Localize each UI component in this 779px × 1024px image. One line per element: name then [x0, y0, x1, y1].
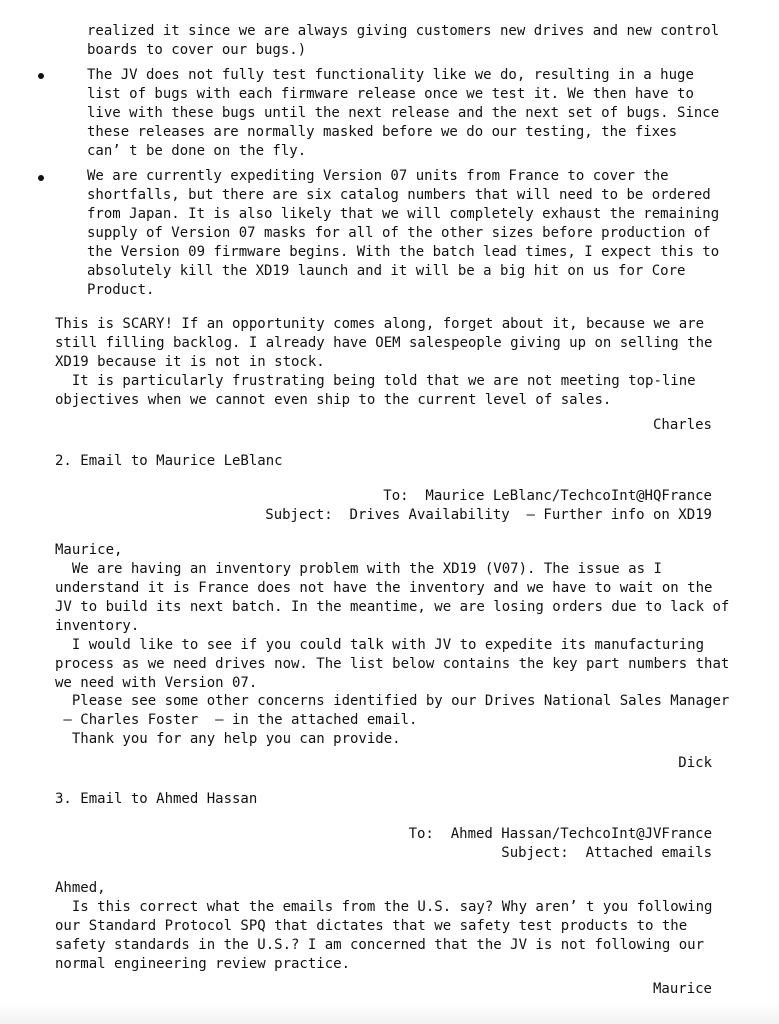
- bullet-3-line: from Japan. It is also likely that we will completely exhaust the remaining: [87, 206, 720, 222]
- email-body-line: – Charles Foster – in the attached email.: [55, 712, 418, 728]
- email-body-line: safety standards in the U.S.? I am concerned that the JV is not following our: [55, 937, 705, 953]
- closing-paragraph-line: objectives when we cannot even ship to the current level of sales.: [55, 392, 612, 408]
- email-body-line: Thank you for any help you can provide.: [55, 731, 401, 747]
- email-to-line: To: Ahmed Hassan/TechcoInt@JVFrance: [408, 826, 712, 842]
- signature-maurice: Maurice: [652, 981, 712, 997]
- email-body-line: our Standard Protocol SPQ that dictates that we safety test products to the: [55, 918, 688, 934]
- bullet-2-line: these releases are normally masked before we do our testing, the fixes: [87, 124, 678, 140]
- email-body-line: We are having an inventory problem with the XD19 (V07). The issue as I: [55, 561, 662, 577]
- email-body-line: inventory.: [55, 618, 140, 634]
- email-body-line: understand it is France does not have the inventory and we have to wait on the: [55, 580, 713, 596]
- closing-paragraph-line: still filling backlog. I already have OEM salespeople giving up on selling the: [55, 335, 713, 351]
- email-to-line: To: Maurice LeBlanc/TechcoInt@HQFrance: [383, 488, 712, 504]
- email-body-line: Please see some other concerns identified by our Drives National Sales Manager: [55, 693, 730, 709]
- bullet-3-line: absolutely kill the XD19 launch and it will be a big hit on us for Core: [87, 263, 686, 279]
- email-body-line: Is this correct what the emails from the U.S. say? Why aren’ t you following: [55, 899, 713, 915]
- closing-paragraph-line: It is particularly frustrating being told that we are not meeting top-line: [55, 373, 696, 389]
- email-greeting: Maurice,: [55, 542, 123, 558]
- closing-paragraph-line: This is SCARY! If an opportunity comes along, forget about it, because we are: [55, 316, 705, 332]
- signature-charles: Charles: [652, 417, 712, 433]
- email-subject-line: Subject: Drives Availability – Further info on XD19: [265, 507, 712, 523]
- page-bottom-shade: [0, 1004, 779, 1024]
- bullet-dot: [38, 175, 44, 181]
- bullet-2-line: list of bugs with each firmware release once we test it. We then have to: [87, 86, 694, 102]
- bullet-1-line: boards to cover our bugs.): [87, 42, 307, 58]
- bullet-dot: [38, 73, 44, 79]
- email-body-line: JV to build its next batch. In the meantime, we are losing orders due to lack of: [55, 599, 730, 615]
- bullet-3-line: the Version 09 firmware begins. With the batch lead times, I expect this to: [87, 244, 720, 260]
- bullet-3-line: We are currently expediting Version 07 units from France to cover the: [87, 168, 669, 184]
- email-subject-line: Subject: Attached emails: [501, 845, 712, 861]
- bullet-2-line: live with these bugs until the next release and the next set of bugs. Since: [87, 105, 720, 121]
- section-2-heading: 2. Email to Maurice LeBlanc: [55, 453, 283, 469]
- bullet-1-line: realized it since we are always giving customers new drives and new control: [87, 23, 720, 39]
- bullet-3-line: shortfalls, but there are six catalog numbers that will need to be ordered: [87, 187, 711, 203]
- signature-dick: Dick: [678, 755, 712, 771]
- email-body-line: process as we need drives now. The list below contains the key part numbers that: [55, 656, 730, 672]
- email-body-line: we need with Version 07.: [55, 675, 258, 691]
- email-body-line: I would like to see if you could talk with JV to expedite its manufacturing: [55, 637, 705, 653]
- bullet-2-line: The JV does not fully test functionality like we do, resulting in a huge: [87, 67, 694, 83]
- bullet-2-line: can’ t be done on the fly.: [87, 143, 307, 159]
- closing-paragraph-line: XD19 because it is not in stock.: [55, 354, 325, 370]
- email-body-line: normal engineering review practice.: [55, 956, 351, 972]
- bullet-3-line: Product.: [87, 282, 155, 298]
- bullet-3-line: supply of Version 07 masks for all of the other sizes before production of: [87, 225, 711, 241]
- section-3-heading: 3. Email to Ahmed Hassan: [55, 791, 258, 807]
- email-greeting: Ahmed,: [55, 880, 106, 896]
